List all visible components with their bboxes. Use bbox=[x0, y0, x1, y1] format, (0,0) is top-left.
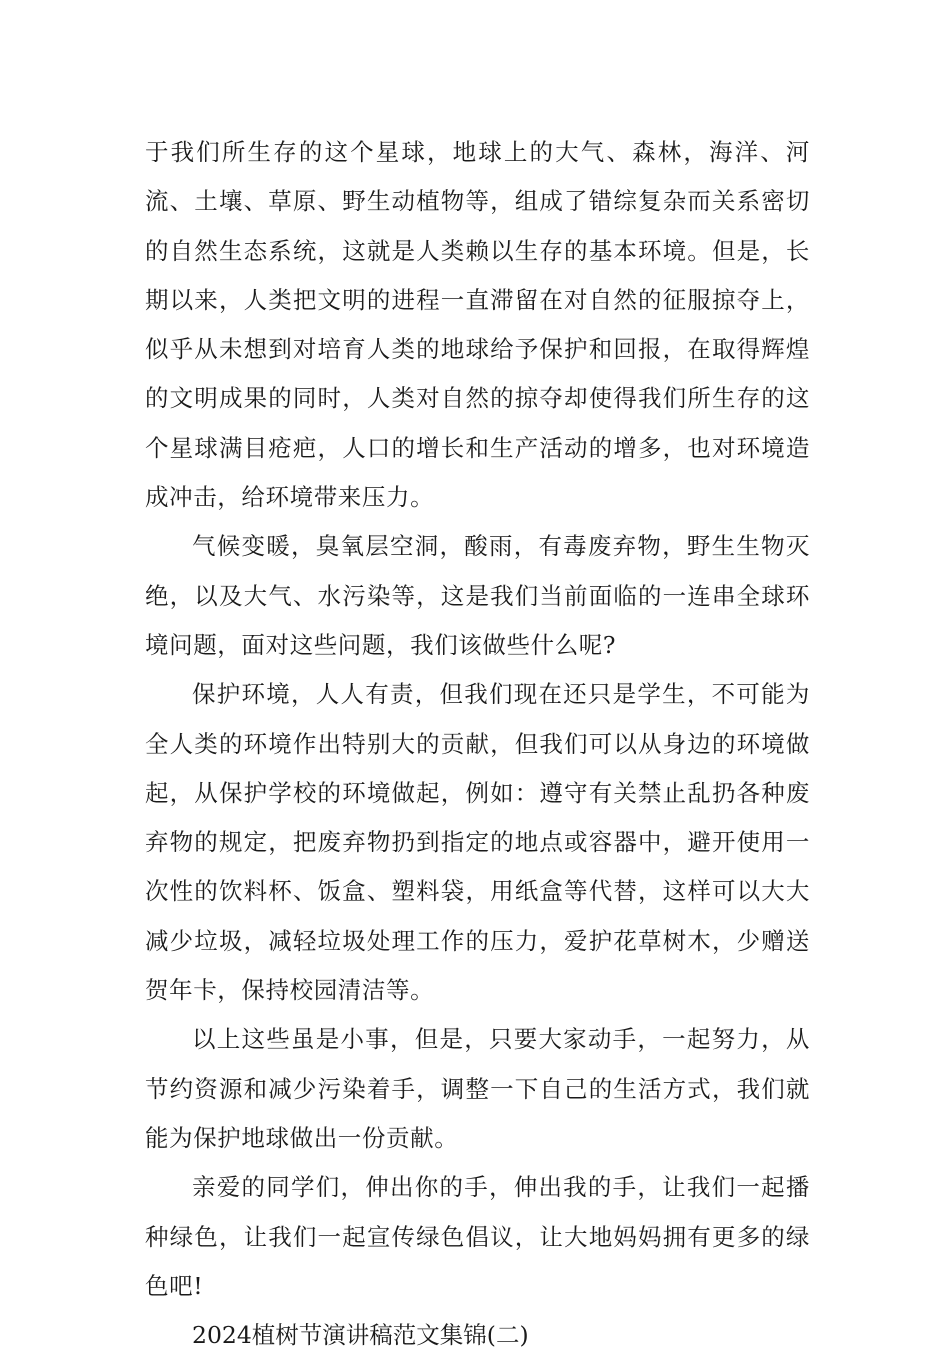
paragraph-climate-issues: 气候变暖，臭氧层空洞，酸雨，有毒废弃物，野生生物灭绝，以及大气、水污染等，这是我们当前面临的一连串全球环境问题，面对这些问题，我们该做些什么呢? bbox=[145, 532, 810, 659]
paragraph-small-things: 以上这些虽是小事，但是，只要大家动手，一起努力，从节约资源和减少污染着手，调整一下自己的生活方式，我们就能为保护地球做出一份贡献。 bbox=[145, 1025, 810, 1152]
section-heading: 2024植树节演讲稿范文集锦(二) bbox=[192, 1321, 529, 1350]
document-body bbox=[145, 128, 810, 1360]
paragraph-student-actions: 保护环境，人人有责，但我们现在还只是学生，不可能为全人类的环境作出特别大的贡献，但我们可以从身边的环境做起，从保护学校的环境做起，例如：遵守有关禁止乱扔各种废弃物的规定，把废弃物扔到指定的地点或容器中，避开使用一次性的饮料杯、饭盒、塑料袋，用纸盒等代替，这样可以大大减少垃圾，减轻垃圾处理工作的压力，爱护花草树木，少赠送贺年卡，保持校园清洁等。 bbox=[145, 680, 810, 1005]
paragraph-call-to-action: 亲爱的同学们，伸出你的手，伸出我的手，让我们一起播种绿色，让我们一起宣传绿色倡议，让大地妈妈拥有更多的绿色吧! bbox=[145, 1173, 810, 1300]
paragraph-continuation: 于我们所生存的这个星球，地球上的大气、森林，海洋、河流、土壤、草原、野生动植物等，组成了错综复杂而关系密切的自然生态系统，这就是人类赖以生存的基本环境。但是，长期以来，人类把文明的进程一直滞留在对自然的征服掠夺上，似乎从未想到对培育人类的地球给予保护和回报，在取得辉煌的文明成果的同时，人类对自然的掠夺却使得我们所生存的这个星球满目疮疤，人口的增长和生产活动的增多，也对环境造成冲击，给环境带来压力。 bbox=[145, 138, 810, 512]
